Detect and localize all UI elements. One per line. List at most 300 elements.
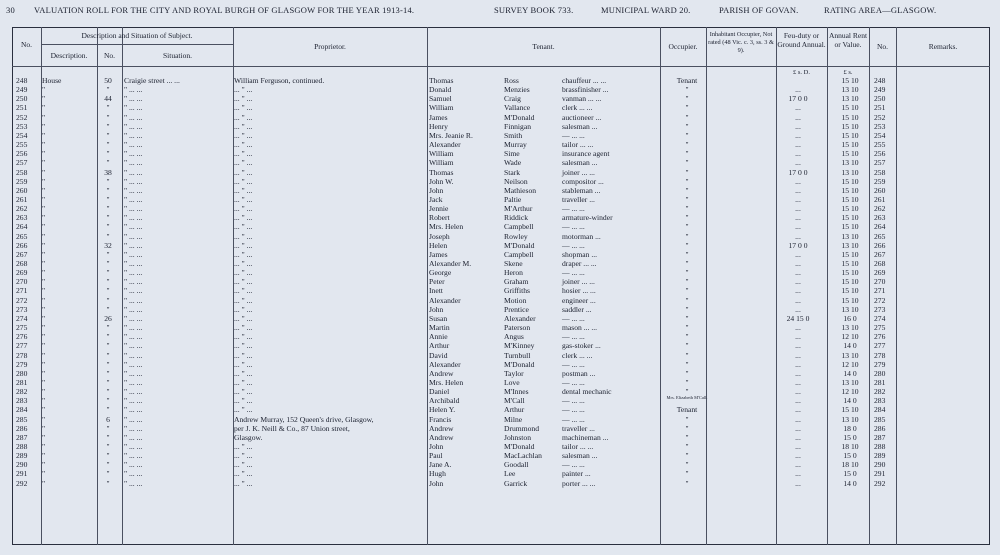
row-feu-duty: ... <box>795 341 801 351</box>
row-number-right: 270 <box>874 277 886 287</box>
table-row <box>12 314 990 323</box>
row-description: " <box>42 423 46 433</box>
row-tenant-first-name: Robert <box>429 213 450 223</box>
row-tenant-first-name: Helen Y. <box>429 405 456 415</box>
row-number-right: 276 <box>874 332 886 342</box>
table-row <box>12 442 990 451</box>
row-number: 276 <box>16 332 28 342</box>
row-description: " <box>42 268 46 278</box>
row-tenant-first-name: Thomas <box>429 76 454 85</box>
row-number: 268 <box>16 259 28 268</box>
row-number: 271 <box>16 286 28 296</box>
row-tenant-surname: Campbell <box>504 222 534 232</box>
row-number-right: 281 <box>874 377 886 387</box>
row-number: 286 <box>16 423 28 433</box>
row-feu-duty: ... <box>795 405 801 415</box>
row-feu-duty: ... <box>795 259 801 268</box>
row-feu-duty: ... <box>795 103 801 113</box>
row-tenant-first-name: Andrew <box>429 368 454 378</box>
row-annual-rent: 13 10 <box>841 85 859 95</box>
row-occupation: insurance agent <box>562 149 610 159</box>
row-tenant-first-name: Alexander <box>429 295 461 305</box>
row-occupation: brassfinisher ... <box>562 85 609 95</box>
row-proprietor: ... " ... <box>234 460 253 470</box>
row-proprietor: ... " ... <box>234 140 253 150</box>
row-tenant-first-name: James <box>429 112 448 122</box>
row-street-number: " <box>106 377 110 387</box>
row-description: " <box>42 387 46 397</box>
table-row <box>12 250 990 259</box>
table-row <box>12 103 990 112</box>
row-tenant-surname: M'Innes <box>504 387 529 397</box>
table-row <box>12 387 990 396</box>
row-occupier: " <box>685 295 689 305</box>
page-number: 30 <box>6 5 15 15</box>
row-number: 291 <box>16 469 28 479</box>
row-tenant-first-name: David <box>429 350 448 360</box>
row-tenant-surname: Sime <box>504 149 520 159</box>
row-number: 267 <box>16 249 28 259</box>
row-number-right: 272 <box>874 295 886 305</box>
row-occupation: motorman ... <box>562 231 601 241</box>
row-description: " <box>42 304 46 314</box>
row-occupier: " <box>685 368 689 378</box>
row-situation: " ... ... <box>124 231 143 241</box>
row-situation: Craigie street ... ... <box>124 76 180 85</box>
row-number-right: 264 <box>874 222 886 232</box>
row-feu-duty: ... <box>795 304 801 314</box>
row-proprietor: ... " ... <box>234 121 253 131</box>
row-annual-rent: 18 0 <box>843 423 857 433</box>
row-description: House <box>42 76 62 85</box>
row-number-right: 266 <box>874 240 886 250</box>
row-feu-duty: ... <box>795 85 801 95</box>
row-tenant-surname: Mathieson <box>504 185 537 195</box>
row-annual-rent: 13 10 <box>841 231 859 241</box>
table-row <box>12 177 990 186</box>
row-description: " <box>42 451 46 461</box>
row-tenant-surname: Heron <box>504 268 523 278</box>
row-description: " <box>42 259 46 268</box>
row-street-number: " <box>106 85 110 95</box>
row-situation: " ... ... <box>124 387 143 397</box>
row-feu-duty: ... <box>795 231 801 241</box>
row-street-number: " <box>106 149 110 159</box>
row-occupier: " <box>685 350 689 360</box>
row-occupier: Tenant <box>676 405 698 415</box>
row-proprietor: ... " ... <box>234 213 253 223</box>
row-number-right: 277 <box>874 341 886 351</box>
row-occupation: — ... ... <box>562 377 585 387</box>
table-row <box>12 186 990 195</box>
row-proprietor: ... " ... <box>234 323 253 333</box>
row-occupier: " <box>685 432 689 442</box>
table-row <box>12 360 990 369</box>
row-occupier: Mrs. Elizabeth M'Call. <box>666 395 708 401</box>
row-tenant-surname: Taylor <box>504 368 524 378</box>
row-number: 292 <box>16 478 28 488</box>
row-number: 266 <box>16 240 28 250</box>
row-tenant-first-name: William <box>429 103 454 113</box>
table-row <box>12 323 990 332</box>
row-feu-duty: ... <box>795 158 801 168</box>
row-occupation: — ... ... <box>562 405 585 415</box>
row-situation: " ... ... <box>124 405 143 415</box>
row-street-number: " <box>106 259 110 268</box>
row-feu-duty: ... <box>795 176 801 186</box>
row-feu-duty: ... <box>795 222 801 232</box>
row-proprietor: ... " ... <box>234 451 253 461</box>
table-row <box>12 213 990 222</box>
row-description: " <box>42 194 46 204</box>
row-situation: " ... ... <box>124 85 143 95</box>
row-street-number: " <box>106 368 110 378</box>
row-tenant-surname: Craig <box>504 94 521 104</box>
row-description: " <box>42 85 46 95</box>
row-feu-duty: 24 15 0 <box>786 313 810 323</box>
row-number-right: 261 <box>874 194 886 204</box>
row-occupation: painter ... <box>562 469 591 479</box>
row-tenant-first-name: John <box>429 442 444 451</box>
row-number-right: 291 <box>874 469 886 479</box>
row-street-number: " <box>106 185 110 195</box>
row-number-right: 259 <box>874 176 886 186</box>
row-proprietor: ... " ... <box>234 204 253 214</box>
row-number-right: 286 <box>874 423 886 433</box>
row-number: 249 <box>16 85 28 95</box>
row-number-right: 248 <box>874 76 886 85</box>
row-occupation: saddler ... <box>562 304 592 314</box>
row-tenant-surname: Rowley <box>504 231 528 241</box>
row-occupier: " <box>685 323 689 333</box>
row-proprietor: ... " ... <box>234 130 253 140</box>
row-description: " <box>42 460 46 470</box>
row-tenant-first-name: John <box>429 478 444 488</box>
row-street-number: 44 <box>104 94 112 104</box>
row-street-number: " <box>106 323 110 333</box>
row-tenant-first-name: Jack <box>429 194 443 204</box>
row-occupation: armature-winder <box>562 213 613 223</box>
row-occupier: " <box>685 185 689 195</box>
row-feu-duty: ... <box>795 396 801 406</box>
row-situation: " ... ... <box>124 249 143 259</box>
row-occupier: " <box>685 286 689 296</box>
table-row <box>12 122 990 131</box>
row-description: " <box>42 432 46 442</box>
row-tenant-surname: M'Donald <box>504 442 535 451</box>
table-row <box>12 241 990 250</box>
row-proprietor: ... " ... <box>234 85 253 95</box>
row-situation: " ... ... <box>124 286 143 296</box>
row-proprietor: ... " ... <box>234 185 253 195</box>
row-proprietor: ... " ... <box>234 259 253 268</box>
row-proprietor: ... " ... <box>234 396 253 406</box>
row-proprietor: ... " ... <box>234 405 253 415</box>
row-occupier: " <box>685 121 689 131</box>
row-occupation: engineer ... <box>562 295 596 305</box>
row-tenant-surname: Paltie <box>504 194 522 204</box>
row-occupation: gas-stoker ... <box>562 341 601 351</box>
row-occupier: " <box>685 268 689 278</box>
row-description: " <box>42 277 46 287</box>
row-number: 278 <box>16 350 28 360</box>
row-proprietor: ... " ... <box>234 387 253 397</box>
row-tenant-first-name: John <box>429 304 444 314</box>
row-number-right: 279 <box>874 359 886 369</box>
row-proprietor: ... " ... <box>234 350 253 360</box>
header-remarks: Remarks. <box>928 42 958 51</box>
row-occupation: — ... ... <box>562 359 585 369</box>
row-tenant-first-name: Hugh <box>429 469 446 479</box>
row-occupier: " <box>685 377 689 387</box>
row-tenant-first-name: Mrs. Jeanie R. <box>429 130 473 140</box>
row-tenant-surname: M'Arthur <box>504 204 533 214</box>
row-occupation: dental mechanic <box>562 387 612 397</box>
row-description: " <box>42 140 46 150</box>
row-tenant-surname: Smith <box>504 130 523 140</box>
header-occupier: Occupier. <box>668 42 698 51</box>
survey-book: SURVEY BOOK 733. <box>494 5 574 15</box>
row-annual-rent: 12 10 <box>841 332 859 342</box>
row-tenant-first-name: Susan <box>429 313 448 323</box>
row-situation: " ... ... <box>124 140 143 150</box>
row-tenant-surname: Paterson <box>504 323 531 333</box>
row-feu-duty: ... <box>795 213 801 223</box>
row-occupier: " <box>685 140 689 150</box>
header-feu-duty: Feu-duty or Ground Annual. <box>777 31 826 49</box>
row-annual-rent: 14 0 <box>843 396 857 406</box>
row-situation: " ... ... <box>124 112 143 122</box>
row-occupation: tailor ... ... <box>562 140 594 150</box>
row-street-number: " <box>106 176 110 186</box>
row-description: " <box>42 359 46 369</box>
row-tenant-first-name: Daniel <box>429 387 450 397</box>
row-situation: " ... ... <box>124 167 143 177</box>
row-feu-duty: 17 0 0 <box>788 240 808 250</box>
row-description: " <box>42 204 46 214</box>
header-no: No. <box>20 40 33 49</box>
row-number-right: 290 <box>874 460 886 470</box>
row-number-right: 269 <box>874 268 886 278</box>
row-situation: " ... ... <box>124 469 143 479</box>
row-number-right: 267 <box>874 249 886 259</box>
row-proprietor: ... " ... <box>234 176 253 186</box>
row-number-right: 284 <box>874 405 886 415</box>
row-situation: " ... ... <box>124 332 143 342</box>
row-occupier: " <box>685 304 689 314</box>
row-feu-duty: ... <box>795 185 801 195</box>
row-proprietor: William Ferguson, continued. <box>234 76 325 85</box>
row-street-number: " <box>106 249 110 259</box>
row-proprietor: Glasgow. <box>234 432 263 442</box>
row-number: 283 <box>16 396 28 406</box>
row-occupier: " <box>685 277 689 287</box>
row-situation: " ... ... <box>124 313 143 323</box>
row-situation: " ... ... <box>124 204 143 214</box>
row-situation: " ... ... <box>124 222 143 232</box>
table-row <box>12 232 990 241</box>
row-street-number: " <box>106 130 110 140</box>
row-number-right: 257 <box>874 158 886 168</box>
row-feu-duty: ... <box>795 286 801 296</box>
row-occupation: tailor ... ... <box>562 442 594 451</box>
row-occupation: clerk ... ... <box>562 350 593 360</box>
row-occupier: " <box>685 423 689 433</box>
row-number: 258 <box>16 167 28 177</box>
table-row <box>12 94 990 103</box>
row-situation: " ... ... <box>124 149 143 159</box>
row-annual-rent: 15 10 <box>841 277 859 287</box>
row-occupation: joiner ... ... <box>562 167 595 177</box>
row-occupier: " <box>685 478 689 488</box>
row-occupation: hosier ... ... <box>562 286 596 296</box>
table-row <box>12 451 990 460</box>
row-description: " <box>42 167 46 177</box>
row-occupier: " <box>685 359 689 369</box>
row-description: " <box>42 478 46 488</box>
row-situation: " ... ... <box>124 442 143 451</box>
row-tenant-first-name: George <box>429 268 452 278</box>
row-feu-duty: ... <box>795 112 801 122</box>
row-proprietor: ... " ... <box>234 231 253 241</box>
page-title: VALUATION ROLL FOR THE CITY AND ROYAL BURGH OF GLASGOW FOR THE YEAR 1913-14. <box>34 5 415 15</box>
row-feu-duty: ... <box>795 451 801 461</box>
row-street-number: " <box>106 359 110 369</box>
table-row <box>12 405 990 414</box>
row-annual-rent: 15 10 <box>841 259 859 268</box>
row-street-number: 32 <box>104 240 112 250</box>
row-number-right: 275 <box>874 323 886 333</box>
row-tenant-first-name: Alexander M. <box>429 259 472 268</box>
header-annual-rent: Annual Rent or Value. <box>828 31 868 49</box>
row-annual-rent: 15 10 <box>841 140 859 150</box>
row-occupier: " <box>685 387 689 397</box>
row-street-number: " <box>106 103 110 113</box>
rating-area: RATING AREA—GLASGOW. <box>824 5 937 15</box>
row-proprietor: ... " ... <box>234 295 253 305</box>
row-description: " <box>42 185 46 195</box>
row-proprietor: ... " ... <box>234 149 253 159</box>
row-tenant-surname: Menzies <box>504 85 530 95</box>
row-street-number: " <box>106 112 110 122</box>
row-street-number: " <box>106 423 110 433</box>
row-description: " <box>42 112 46 122</box>
row-annual-rent: 15 10 <box>841 405 859 415</box>
row-proprietor: ... " ... <box>234 268 253 278</box>
row-annual-rent: 13 10 <box>841 158 859 168</box>
row-tenant-surname: Alexander <box>504 313 536 323</box>
row-occupier: " <box>685 112 689 122</box>
row-occupier: " <box>685 176 689 186</box>
row-occupier: " <box>685 94 689 104</box>
row-street-number: " <box>106 158 110 168</box>
row-occupier: " <box>685 204 689 214</box>
row-annual-rent: 13 10 <box>841 240 859 250</box>
row-tenant-surname: Graham <box>504 277 529 287</box>
row-tenant-first-name: Jennie <box>429 204 449 214</box>
row-situation: " ... ... <box>124 368 143 378</box>
row-number-right: 292 <box>874 478 886 488</box>
row-situation: " ... ... <box>124 432 143 442</box>
row-occupation: salesman ... <box>562 451 598 461</box>
row-tenant-surname: Skene <box>504 259 523 268</box>
row-proprietor: ... " ... <box>234 286 253 296</box>
row-number: 274 <box>16 313 28 323</box>
row-occupation: — ... ... <box>562 313 585 323</box>
row-occupier: Tenant <box>676 76 698 85</box>
row-situation: " ... ... <box>124 304 143 314</box>
table-row <box>12 415 990 424</box>
row-street-number: 6 <box>106 414 110 424</box>
row-street-number: " <box>106 295 110 305</box>
table-row <box>12 113 990 122</box>
row-number-right: 252 <box>874 112 886 122</box>
row-annual-rent: 13 10 <box>841 323 859 333</box>
row-description: " <box>42 350 46 360</box>
table-row <box>12 479 990 488</box>
row-number-right: 258 <box>874 167 886 177</box>
row-annual-rent: 15 10 <box>841 149 859 159</box>
row-feu-duty: ... <box>795 140 801 150</box>
row-feu-duty: ... <box>795 323 801 333</box>
row-number: 253 <box>16 121 28 131</box>
table-row <box>12 277 990 286</box>
row-street-number: " <box>106 350 110 360</box>
row-tenant-first-name: William <box>429 158 454 168</box>
header-no-right: No. <box>876 42 889 51</box>
row-street-number: 50 <box>104 76 112 85</box>
row-occupation: — ... ... <box>562 268 585 278</box>
header-divider <box>12 66 990 67</box>
row-occupation: compositor ... <box>562 176 604 186</box>
row-description: " <box>42 405 46 415</box>
table-row <box>12 332 990 341</box>
row-number: 279 <box>16 359 28 369</box>
row-annual-rent: 15 10 <box>841 121 859 131</box>
row-tenant-surname: Arthur <box>504 405 525 415</box>
table-row <box>12 168 990 177</box>
row-tenant-surname: Milne <box>504 414 523 424</box>
row-tenant-surname: Lee <box>504 469 516 479</box>
row-situation: " ... ... <box>124 240 143 250</box>
row-proprietor: ... " ... <box>234 112 253 122</box>
row-tenant-surname: MacLachlan <box>504 451 542 461</box>
row-occupation: joiner ... ... <box>562 277 595 287</box>
row-annual-rent: 18 10 <box>841 460 859 470</box>
row-occupier: " <box>685 460 689 470</box>
row-number-right: 254 <box>874 130 886 140</box>
row-proprietor: ... " ... <box>234 94 253 104</box>
row-occupation: — ... ... <box>562 414 585 424</box>
row-street-number: 38 <box>104 167 112 177</box>
row-tenant-surname: M'Kinney <box>504 341 535 351</box>
row-description: " <box>42 442 46 451</box>
row-feu-duty: ... <box>795 268 801 278</box>
row-proprietor: ... " ... <box>234 377 253 387</box>
row-number: 277 <box>16 341 28 351</box>
row-street-number: " <box>106 268 110 278</box>
row-feu-duty: ... <box>795 130 801 140</box>
row-annual-rent: 12 10 <box>841 387 859 397</box>
row-number-right: 278 <box>874 350 886 360</box>
row-annual-rent: 15 10 <box>841 130 859 140</box>
row-situation: " ... ... <box>124 377 143 387</box>
row-number-right: 283 <box>874 396 886 406</box>
row-number: 256 <box>16 149 28 159</box>
row-annual-rent: 15 10 <box>841 286 859 296</box>
row-tenant-first-name: Helen <box>429 240 448 250</box>
row-annual-rent: 13 10 <box>841 414 859 424</box>
